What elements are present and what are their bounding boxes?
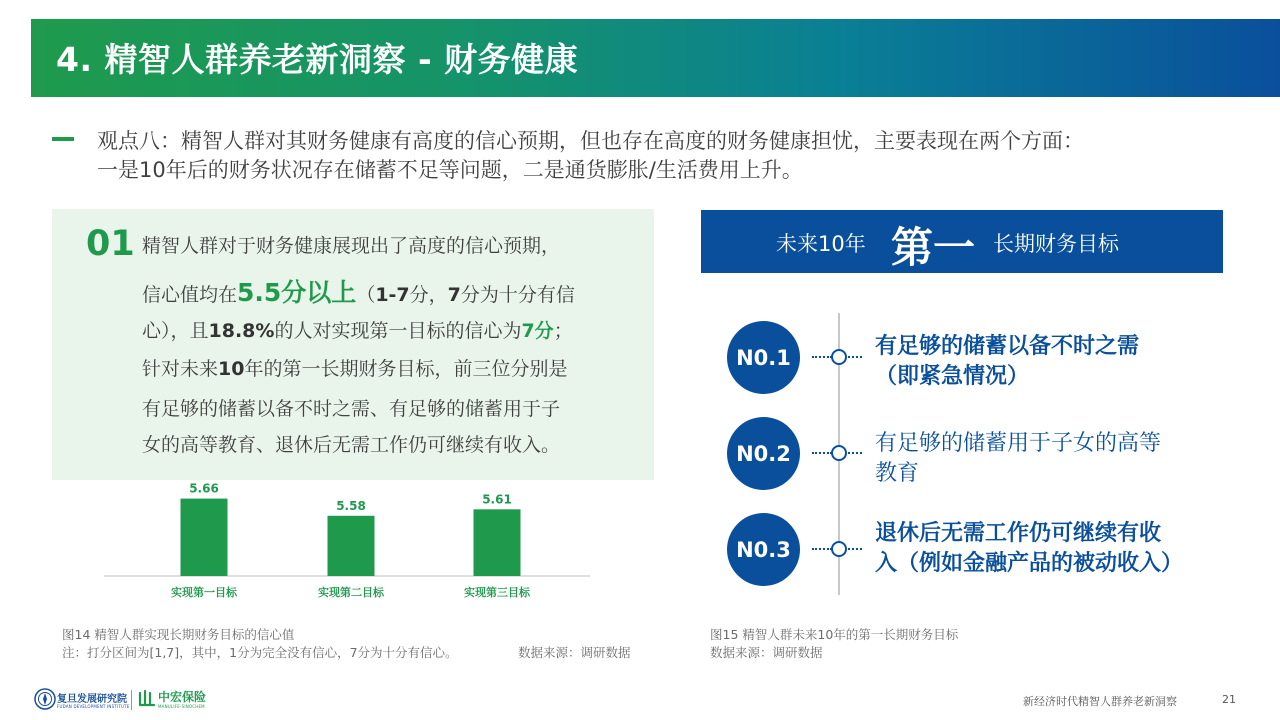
goal-banner-prefix: 未来10年 <box>776 232 866 256</box>
text-fragment: 分为十分有信 <box>460 284 575 306</box>
connector-dots <box>848 452 862 454</box>
rank-3-line-2: 入（例如金融产品的被动收入） <box>875 551 1184 576</box>
fudan-emblem-icon <box>34 688 56 710</box>
fudan-logo-text: 复旦发展研究院 <box>57 694 127 705</box>
rank-2-line-1: 有足够的储蓄用于子女的高等 <box>875 431 1162 456</box>
insight-line-2 <box>142 280 575 308</box>
manulife-logo-text: 中宏保险 <box>158 690 207 704</box>
insight-line-1: 精智人群对于财务健康展现出了高度的信心预期， <box>142 235 561 257</box>
rank-1-line-1: 有足够的储蓄以备不时之需 <box>875 334 1140 359</box>
rank-1-line-2: （即紧急情况） <box>875 364 1030 389</box>
connector-dots <box>848 548 862 550</box>
text-fragment: 针对未来 <box>142 358 219 380</box>
figure-caption: 图15 精智人群未来10年的第一长期财务目标 <box>710 627 959 642</box>
connector-dots <box>812 452 832 454</box>
insight-line-6: 女的高等教育、退休后无需工作仍可继续有收入。 <box>142 434 561 456</box>
bar-1 <box>181 499 228 576</box>
bar-3 <box>474 509 521 576</box>
rank-badge-1: N0.1 <box>727 321 800 394</box>
category-label: 实现第二目标 <box>318 586 384 599</box>
manulife-logo-subtext: MANULIFE-SINOCHEM <box>158 704 205 709</box>
insight-line-3 <box>142 318 573 344</box>
category-label: 实现第三目标 <box>464 586 530 599</box>
connector-dots <box>848 356 862 358</box>
bar-value-label: 5.61 <box>482 492 512 507</box>
figure-caption: 图14 精智人群实现长期财务目标的信心值 <box>62 627 295 642</box>
bar-2 <box>328 516 375 576</box>
rank-badge-3: N0.3 <box>727 513 800 586</box>
text-fragment: 10 <box>218 358 245 380</box>
timeline-node <box>831 445 847 461</box>
goal-banner-highlight: 第一 <box>891 223 976 272</box>
logo-divider <box>131 690 132 710</box>
rank-2-line-2: 教育 <box>875 461 920 486</box>
text-fragment: （ <box>356 284 376 306</box>
timeline-node <box>831 541 847 557</box>
manulife-logo <box>138 688 218 712</box>
highlight-score: 5.5分以上 <box>237 278 357 307</box>
bar-value-label: 5.58 <box>336 498 366 513</box>
bullet-marker <box>52 137 74 141</box>
insight-line-4 <box>142 356 567 382</box>
bar-value-label: 5.66 <box>189 481 219 496</box>
footer-report-title: 新经济时代精智人群养老新洞察 <box>1023 695 1177 708</box>
text-fragment: 年的第一长期财务目标，前三位分别是 <box>244 358 568 380</box>
text-fragment: 心），且 <box>142 320 209 342</box>
manulife-m-icon <box>138 689 156 707</box>
text-fragment: 信心值均在 <box>142 284 238 306</box>
insight-number: 01 <box>86 224 135 264</box>
text-fragment: 7 <box>447 284 461 306</box>
fudan-logo-subtext: FUDAN DEVELOPMENT INSTITUTE <box>57 704 130 709</box>
data-source: 数据来源：调研数据 <box>710 645 823 660</box>
insight-line-5: 有足够的储蓄以备不时之需、有足够的储蓄用于子 <box>142 398 561 420</box>
rank-badge-2: N0.2 <box>727 417 800 490</box>
fudan-logo <box>34 688 130 712</box>
connector-dots <box>812 548 832 550</box>
connector-dots <box>812 356 832 358</box>
data-source: 数据来源：调研数据 <box>518 645 631 660</box>
goal-banner-suffix: 长期财务目标 <box>993 232 1119 256</box>
page-title: 4. 精智人群养老新洞察 - 财务健康 <box>56 40 579 79</box>
category-label: 实现第一目标 <box>171 586 237 599</box>
viewpoint-line-2: 一是10年后的财务状况存在储蓄不足等问题，二是通货膨胀/生活费用上升。 <box>97 158 803 182</box>
text-fragment: 分， <box>409 284 448 306</box>
timeline-node <box>831 349 847 365</box>
text-fragment: ； <box>553 320 573 342</box>
figure-note: 注：打分区间为[1,7]，其中，1分为完全没有信心，7分为十分有信心。 <box>62 645 458 660</box>
text-fragment: 1-7 <box>375 284 410 306</box>
page-number: 21 <box>1222 693 1236 706</box>
rank-3-line-1: 退休后无需工作仍可继续有收 <box>875 521 1162 546</box>
viewpoint-line-1: 观点八：精智人群对其财务健康有高度的信心预期，但也存在高度的财务健康担忧，主要表现在两个方面： <box>97 129 1084 153</box>
highlight-percent: 18.8% <box>208 320 275 342</box>
text-fragment: 的人对实现第一目标的信心为 <box>274 320 522 342</box>
confidence-bar-chart <box>104 481 594 608</box>
highlight-score: 7分 <box>521 320 554 342</box>
